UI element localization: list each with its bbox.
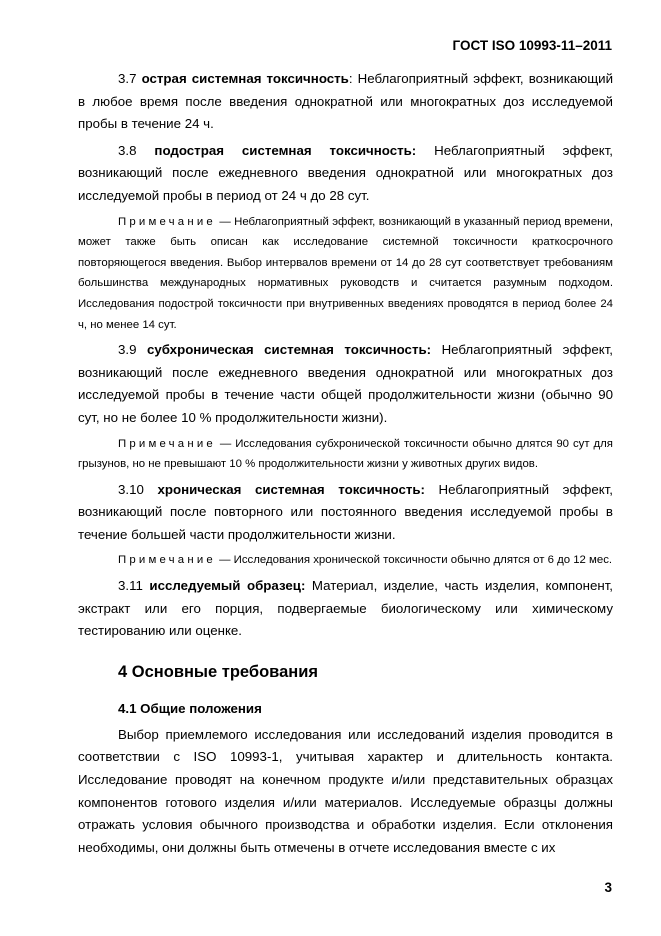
term-title: подострая системная токсичность:: [154, 142, 417, 158]
term-definition-3-9: [78, 339, 613, 429]
page-number: 3: [604, 880, 612, 895]
note-dash: —: [215, 215, 235, 228]
term-text: Неблагоприятный эффект, возникающий в любое время после введения однократной или многократных доз исследуемой пробы в течение 24 ч.: [78, 71, 613, 132]
term-text: Неблагоприятный эффект, возникающий после ежедневного введения однократной или многократных доз исследуемой пробы в период от 24 ч до 28 сут.: [78, 142, 614, 203]
term-number: 3.8: [118, 142, 137, 158]
section-paragraph: Выбор приемлемого исследования или исследований изделия проводится в соответствии с ISO 10993-1, учитывая характер и длительность контакта. Исследование проводят на конечном продукте и/или представительных образцах компонентов готового изделия и/или материалов. Исследуемые образцы должны отражать условия обычного производства и обработки изделия. Если отклонения необходимы, они должны быть отмечены в отчете исследования вместе с их: [78, 726, 613, 855]
note-label: Примечание: [118, 215, 216, 228]
term-definition-3-10: [78, 479, 613, 547]
note-3-9: [78, 434, 613, 475]
note-text: Исследования хронической токсичности обычно длятся от 6 до 12 мес.: [233, 554, 613, 567]
term-text: Неблагоприятный эффект, возникающий после повторного или постоянного введения исследуемой пробы в течение большей части продолжительности жизни.: [78, 481, 613, 542]
subsection-heading: 4.1 Общие положения: [118, 700, 262, 716]
note-dash: —: [215, 437, 236, 450]
note-3-8: [78, 212, 613, 336]
section-heading: 4 Основные требования: [118, 662, 319, 681]
term-text: Материал, изделие, часть изделия, компонент, экстракт или его порция, подвергаемые биологическому или химическому тестированию или оценке.: [78, 578, 614, 639]
document-body: [78, 68, 613, 863]
note-dash: —: [215, 554, 234, 567]
term-title: субхроническая системная токсичность:: [147, 342, 432, 358]
term-separator: :: [348, 71, 353, 86]
note-text: Исследования субхронической токсичности обычно длятся 90 сут для грызунов, но не превышают 10 % продолжительности жизни у животных других видов.: [78, 437, 613, 471]
term-number: 3.10: [118, 481, 144, 497]
term-number: 3.7: [118, 71, 137, 86]
term-definition-3-11: [78, 575, 613, 643]
term-definition-3-7: [78, 68, 613, 136]
note-label: Примечание: [118, 554, 216, 567]
term-title: хроническая системная токсичность:: [157, 481, 425, 497]
document-header: ГОСТ ISO 10993-11–2011: [452, 38, 612, 53]
note-3-10: [78, 550, 613, 571]
term-title: острая системная токсичность: [141, 71, 349, 86]
term-number: 3.11: [118, 578, 143, 594]
term-text: Неблагоприятный эффект, возникающий после ежедневного введения однократной или многократных доз исследуемой пробы в течение части общей продолжительности жизни (обычно 90 сут, но не более 10 % продолжительности жизни).: [78, 342, 614, 425]
term-title: исследуемый образец:: [149, 578, 306, 594]
note-text: Неблагоприятный эффект, возникающий в указанный период времени, может также быть описан как исследование системной токсичности краткосрочного повторяющегося введения. Выбор интервалов времени от 14 до 28 сут соответствует требованиям большинства международных нормативных руководств и считается разумным подходом. Исследования подострой токсичности при внутривенных введениях проводятся в период более 24 ч, но менее 14 сут.: [78, 215, 613, 331]
term-number: 3.9: [118, 342, 137, 358]
note-label: Примечание: [118, 437, 216, 450]
term-definition-3-8: [78, 140, 613, 208]
